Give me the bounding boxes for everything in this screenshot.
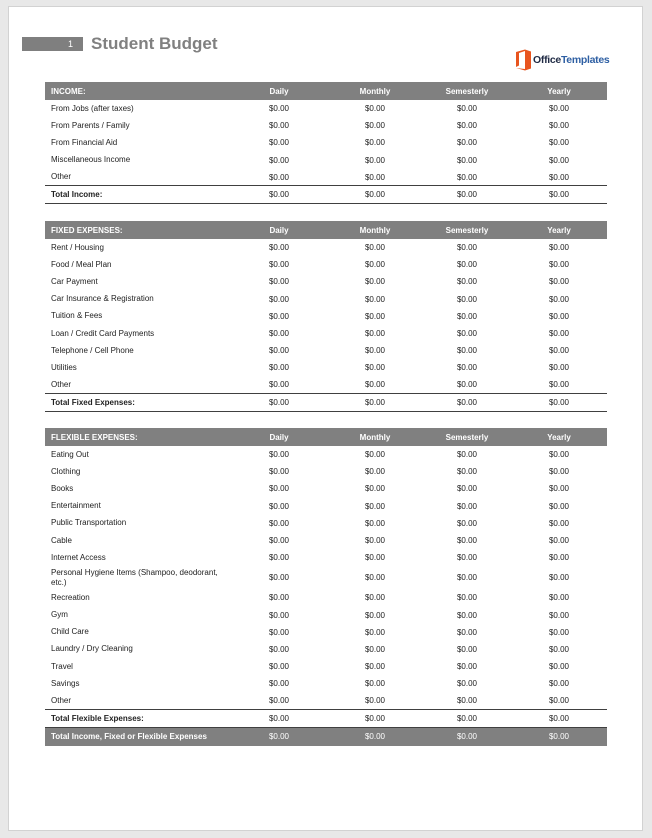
row-value-daily: $0.00 [268,679,290,689]
row-value-semesterly: $0.00 [456,380,478,390]
table-row [45,589,607,606]
office-templates-logo-icon [514,49,534,71]
row-value-monthly: $0.00 [364,277,386,287]
row-value-semesterly: $0.00 [456,329,478,339]
row-value-monthly: $0.00 [364,450,386,460]
grand-total-row [45,728,607,746]
row-value-yearly: $0.00 [548,243,570,253]
row-value-semesterly: $0.00 [456,662,478,672]
row-value-yearly: $0.00 [548,346,570,356]
row-value-yearly: $0.00 [548,104,570,114]
fixed-expenses-total [45,394,607,412]
row-label: Travel [51,661,73,671]
row-label: From Parents / Family [51,120,130,130]
row-value-semesterly: $0.00 [456,363,478,373]
income-header-row [45,82,607,100]
row-value-yearly: $0.00 [548,610,570,620]
row-value-yearly: $0.00 [548,155,570,165]
column-header-yearly: Yearly [547,86,571,96]
grand-total-label: Total Income, Fixed or Flexible Expenses [51,732,207,742]
column-header-monthly: Monthly [359,432,391,442]
row-value-monthly: $0.00 [364,679,386,689]
row-label: Loan / Credit Card Payments [51,328,155,338]
table-row [45,675,607,692]
row-value-daily: $0.00 [268,363,290,373]
row-value-daily: $0.00 [268,593,290,603]
row-label: Savings [51,678,80,688]
income-table [45,82,607,204]
row-value-monthly: $0.00 [364,172,386,182]
row-value-daily: $0.00 [268,380,290,390]
table-row [45,325,607,342]
table-row [45,134,607,151]
row-value-monthly: $0.00 [364,294,386,304]
total-label: Total Fixed Expenses: [51,398,135,408]
table-row [45,658,607,675]
row-value-yearly: $0.00 [548,644,570,654]
row-value-semesterly: $0.00 [456,553,478,563]
row-value-yearly: $0.00 [548,172,570,182]
row-value-semesterly: $0.00 [456,243,478,253]
table-row [45,463,607,480]
table-row [45,239,607,256]
row-value-daily: $0.00 [268,104,290,114]
row-label: Public Transportation [51,518,127,528]
row-value-semesterly: $0.00 [456,593,478,603]
table-row [45,446,607,463]
flexible-expenses-table [45,428,607,746]
row-value-daily: $0.00 [268,467,290,477]
row-value-semesterly: $0.00 [456,610,478,620]
row-label: Eating Out [51,449,89,459]
row-label: Food / Meal Plan [51,259,112,269]
flexible-expenses-total [45,710,607,728]
row-label: Books [51,483,74,493]
row-value-daily: $0.00 [268,277,290,287]
row-value-yearly: $0.00 [548,593,570,603]
row-value-semesterly: $0.00 [456,121,478,131]
total-value-daily: $0.00 [268,714,290,724]
grand-total-semesterly: $0.00 [456,732,478,742]
row-value-yearly: $0.00 [548,696,570,706]
total-value-monthly: $0.00 [364,398,386,408]
row-value-monthly: $0.00 [364,346,386,356]
row-value-semesterly: $0.00 [456,627,478,637]
row-value-daily: $0.00 [268,155,290,165]
row-value-daily: $0.00 [268,329,290,339]
column-header-yearly: Yearly [547,225,571,235]
column-header-semesterly: Semesterly [445,86,489,96]
row-label: Other [51,172,72,182]
table-row [45,152,607,169]
row-value-daily: $0.00 [268,172,290,182]
table-row [45,566,607,589]
row-value-yearly: $0.00 [548,501,570,511]
row-value-monthly: $0.00 [364,518,386,528]
row-label: Gym [51,610,68,620]
table-row [45,549,607,566]
row-value-monthly: $0.00 [364,610,386,620]
row-value-monthly: $0.00 [364,329,386,339]
grand-total-daily: $0.00 [268,732,290,742]
row-value-daily: $0.00 [268,696,290,706]
row-label: Telephone / Cell Phone [51,345,134,355]
row-value-semesterly: $0.00 [456,277,478,287]
total-value-monthly: $0.00 [364,190,386,200]
fixed-expenses-table [45,221,607,412]
total-value-semesterly: $0.00 [456,190,478,200]
table-row [45,256,607,273]
table-row [45,607,607,624]
row-value-semesterly: $0.00 [456,155,478,165]
table-row [45,308,607,325]
row-value-monthly: $0.00 [364,311,386,321]
fixed-expenses-section-title: FIXED EXPENSES: [51,225,123,235]
table-row [45,100,607,117]
row-label: Clothing [51,466,81,476]
logo-text [533,54,609,66]
row-label: From Financial Aid [51,137,118,147]
row-value-yearly: $0.00 [548,277,570,287]
row-value-daily: $0.00 [268,553,290,563]
table-row [45,291,607,308]
row-value-yearly: $0.00 [548,484,570,494]
table-row [45,532,607,549]
table-row [45,273,607,290]
table-row [45,498,607,515]
column-header-monthly: Monthly [359,86,391,96]
row-value-daily: $0.00 [268,644,290,654]
row-label: Personal Hygiene Items (Shampoo, deodorant, etc.) [51,567,218,587]
row-value-yearly: $0.00 [548,121,570,131]
row-label: Tuition & Fees [51,311,103,321]
row-value-yearly: $0.00 [548,311,570,321]
row-label: Utilities [51,362,77,372]
grand-total-monthly: $0.00 [364,732,386,742]
row-value-yearly: $0.00 [548,138,570,148]
row-value-semesterly: $0.00 [456,346,478,356]
row-value-semesterly: $0.00 [456,172,478,182]
logo-text-office: Office [533,54,561,66]
total-value-semesterly: $0.00 [456,398,478,408]
row-value-semesterly: $0.00 [456,260,478,270]
table-row [45,515,607,532]
document-title: Student Budget [91,34,218,53]
row-value-daily: $0.00 [268,484,290,494]
row-value-semesterly: $0.00 [456,573,478,583]
row-value-semesterly: $0.00 [456,501,478,511]
table-row [45,359,607,376]
income-total [45,186,607,204]
row-value-monthly: $0.00 [364,155,386,165]
total-value-monthly: $0.00 [364,714,386,724]
row-value-semesterly: $0.00 [456,696,478,706]
row-label: Car Payment [51,276,98,286]
row-value-monthly: $0.00 [364,260,386,270]
row-value-daily: $0.00 [268,121,290,131]
row-value-yearly: $0.00 [548,363,570,373]
row-label: From Jobs (after taxes) [51,103,134,113]
row-value-semesterly: $0.00 [456,138,478,148]
table-row [45,641,607,658]
table-row [45,624,607,641]
total-label: Total Income: [51,190,103,200]
row-value-monthly: $0.00 [364,662,386,672]
row-value-daily: $0.00 [268,662,290,672]
total-row [45,394,607,412]
row-value-yearly: $0.00 [548,573,570,583]
row-value-semesterly: $0.00 [456,518,478,528]
row-label: Other [51,695,72,705]
row-value-yearly: $0.00 [548,627,570,637]
row-label: Car Insurance & Registration [51,294,154,304]
total-value-semesterly: $0.00 [456,714,478,724]
row-value-daily: $0.00 [268,311,290,321]
flexible-expenses-header-row [45,428,607,446]
grand-total-yearly: $0.00 [548,732,570,742]
income-section-title: INCOME: [51,86,86,96]
fixed-expenses-header-row [45,221,607,239]
column-header-daily: Daily [269,86,289,96]
fixed-expenses-rows [45,239,607,394]
row-value-semesterly: $0.00 [456,294,478,304]
total-value-daily: $0.00 [268,398,290,408]
row-value-semesterly: $0.00 [456,644,478,654]
total-value-yearly: $0.00 [548,714,570,724]
table-row [45,480,607,497]
total-value-daily: $0.00 [268,190,290,200]
row-label: Recreation [51,592,90,602]
row-label: Laundry / Dry Cleaning [51,644,133,654]
row-value-monthly: $0.00 [364,484,386,494]
row-value-yearly: $0.00 [548,553,570,563]
row-value-yearly: $0.00 [548,294,570,304]
column-header-semesterly: Semesterly [445,225,489,235]
row-value-yearly: $0.00 [548,380,570,390]
row-value-monthly: $0.00 [364,573,386,583]
row-value-daily: $0.00 [268,138,290,148]
row-label: Child Care [51,627,89,637]
table-row [45,692,607,709]
table-row [45,117,607,134]
row-value-monthly: $0.00 [364,696,386,706]
row-value-daily: $0.00 [268,243,290,253]
row-value-monthly: $0.00 [364,243,386,253]
row-value-semesterly: $0.00 [456,536,478,546]
row-value-daily: $0.00 [268,536,290,546]
row-value-yearly: $0.00 [548,679,570,689]
flexible-expenses-section-title: FLEXIBLE EXPENSES: [51,432,138,442]
row-value-semesterly: $0.00 [456,104,478,114]
row-value-yearly: $0.00 [548,467,570,477]
table-row [45,342,607,359]
row-value-daily: $0.00 [268,518,290,528]
row-label: Rent / Housing [51,242,104,252]
row-value-monthly: $0.00 [364,536,386,546]
row-value-semesterly: $0.00 [456,450,478,460]
grand-total [45,728,607,746]
row-value-semesterly: $0.00 [456,311,478,321]
column-header-daily: Daily [269,225,289,235]
row-value-monthly: $0.00 [364,467,386,477]
row-value-daily: $0.00 [268,501,290,511]
row-value-daily: $0.00 [268,450,290,460]
row-value-monthly: $0.00 [364,104,386,114]
flexible-expenses-rows [45,446,607,710]
row-label: Entertainment [51,501,101,511]
row-label: Cable [51,535,72,545]
document-page [8,6,643,831]
row-value-monthly: $0.00 [364,380,386,390]
table-row [45,169,607,186]
row-value-yearly: $0.00 [548,260,570,270]
row-label: Internet Access [51,552,106,562]
row-value-yearly: $0.00 [548,536,570,546]
total-label: Total Flexible Expenses: [51,714,144,724]
row-value-monthly: $0.00 [364,121,386,131]
row-label: Miscellaneous Income [51,155,131,165]
row-value-yearly: $0.00 [548,329,570,339]
row-value-monthly: $0.00 [364,593,386,603]
total-row [45,710,607,728]
column-header-yearly: Yearly [547,432,571,442]
row-value-yearly: $0.00 [548,662,570,672]
row-value-daily: $0.00 [268,294,290,304]
row-value-semesterly: $0.00 [456,467,478,477]
row-value-daily: $0.00 [268,260,290,270]
row-value-monthly: $0.00 [364,363,386,373]
row-value-daily: $0.00 [268,610,290,620]
table-row [45,377,607,394]
income-rows [45,100,607,186]
column-header-daily: Daily [269,432,289,442]
total-row [45,186,607,204]
column-header-semesterly: Semesterly [445,432,489,442]
total-value-yearly: $0.00 [548,190,570,200]
row-value-yearly: $0.00 [548,518,570,528]
logo-text-templates: Templates [560,54,610,66]
page-number: 1 [22,37,83,51]
column-header-monthly: Monthly [359,225,391,235]
row-value-monthly: $0.00 [364,501,386,511]
row-value-daily: $0.00 [268,627,290,637]
row-value-semesterly: $0.00 [456,679,478,689]
row-value-daily: $0.00 [268,573,290,583]
row-value-monthly: $0.00 [364,644,386,654]
row-value-monthly: $0.00 [364,627,386,637]
row-value-semesterly: $0.00 [456,484,478,494]
row-value-monthly: $0.00 [364,553,386,563]
row-value-yearly: $0.00 [548,450,570,460]
row-value-monthly: $0.00 [364,138,386,148]
row-label: Other [51,379,72,389]
row-value-daily: $0.00 [268,346,290,356]
total-value-yearly: $0.00 [548,398,570,408]
